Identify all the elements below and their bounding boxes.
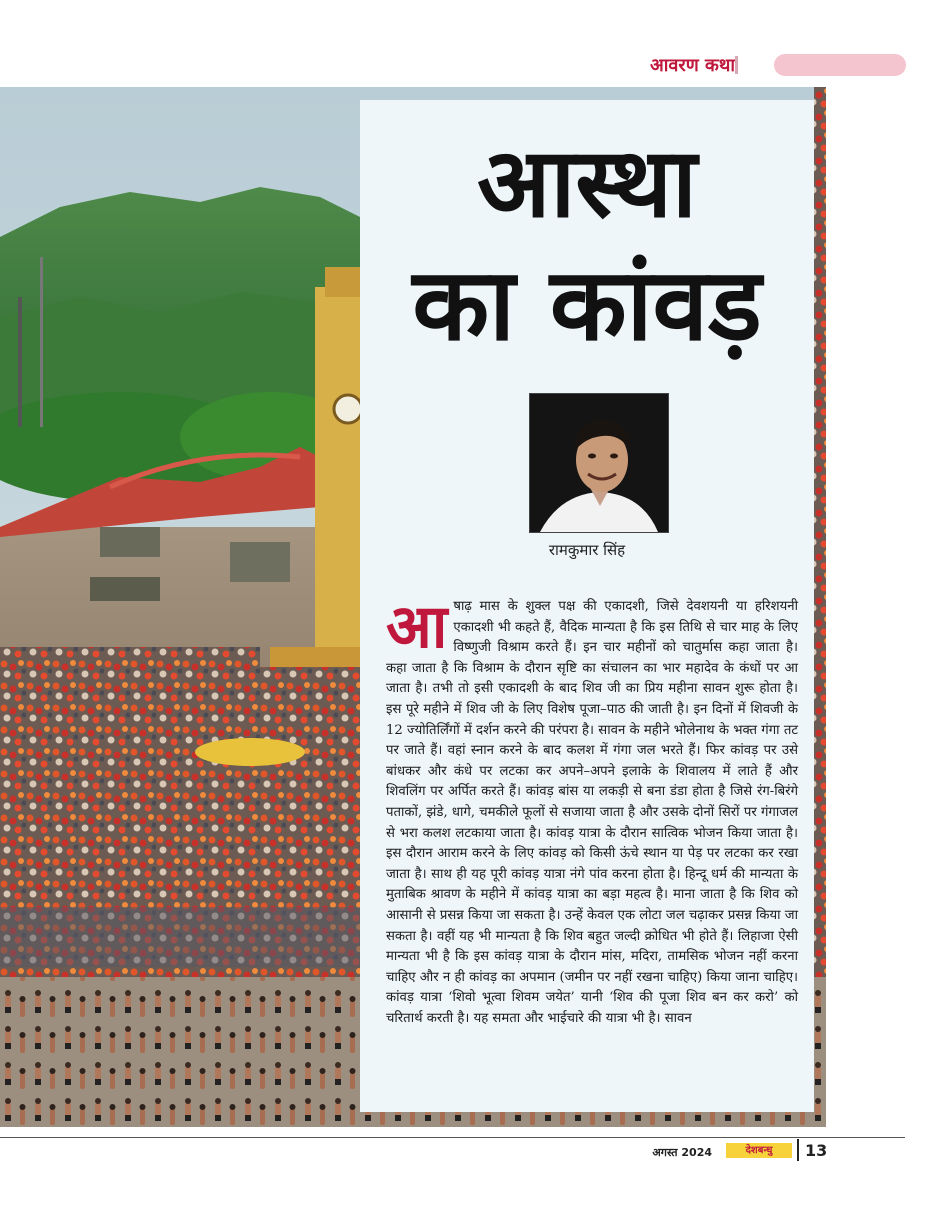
author-photo: [529, 393, 669, 533]
author-name: रामकुमार सिंह: [548, 541, 626, 559]
footer-divider: [797, 1139, 799, 1161]
footer-date: अगस्त 2024: [652, 1146, 712, 1159]
article-body: [386, 592, 798, 1029]
section-divider: [735, 56, 738, 74]
drop-cap: आ: [386, 592, 448, 662]
section-pill-decoration: [774, 54, 906, 76]
article-body-text: षाढ़ मास के शुक्ल पक्ष की एकादशी, जिसे देवशयनी या हरिशयनी एकादशी भी कहते हैं, वैदिक मान्यता है कि इस तिथि से चार माह के लिए विष्णुजी विश्राम करते हैं। इन चार महीनों को चातुर्मास कहा जाता है। कहा जाता है कि विश्राम के दौरान सृष्टि का संचालन का भार महादेव के कंधों पर आ जाता है। तभी तो इसी एकादशी के बाद शिव जी का प्रिय महीना सावन शुरू होता है। इस पूरे महीने में शिव जी के लिए विशेष पूजा–पाठ की जाती है। इन दिनों में शिवजी के 12 ज्योतिर्लिंगों में दर्शन करने की परंपरा है। सावन के महीने भोलेनाथ के भक्त गंगा तट पर जाते हैं। वहां स्नान करने के बाद कलश में गंगा जल भरते हैं। फिर कांवड़ पर उसे बांधकर और कंधे पर लटका कर अपने–अपने इलाके के शिवालय में लाते हैं और शिवलिंग पर अर्पित करते हैं। कांवड़ बांस या लकड़ी से बना डंडा होता है जिसे रंग-बिरंगे पताकों, झंडे, धागे, चमकीले फूलों से सजाया जाता है और उसके दोनों सिरों पर गंगाजल से भरा कलश लटकाया जाता है। कांवड़ यात्रा के दौरान सात्विक भोजन किया जाता है। इस दौरान आराम करने के लिए कांवड़ को किसी ऊंचे स्थान या पेड़ पर लटका कर रखा जाता है। साथ ही यह पूरी कांवड़ यात्रा नंगे पांव करना होता है। हिन्दू धर्म की मान्यता के मुताबिक श्रावण के महीने में कांवड़ यात्रा का बड़ा महत्व है। माना जाता है कि शिव को आसानी से प्रसन्न किया जा सकता है। उन्हें केवल एक लोटा जल चढ़ाकर प्रसन्न किया जा सकता है। वहीं यह भी मान्यता है कि शिव बहुत जल्दी क्रोधित भी होते हैं। लिहाजा ऐसी मान्यता भी है कि इस कांवड़ यात्रा के दौरान मांस, मदिरा, तामसिक भोजन नहीं करना चाहिए और न ही कांवड़ का अपमान (जमीन पर नहीं रखना चाहिए) किया जाना चाहिए। कांवड़ यात्रा ‘शिवो भूत्वा शिवम जयेत’ यानी ‘शिव की पूजा शिव बन कर करो’ को चरितार्थ करती है। यह समता और भाईचारे की यात्रा भी है। सावन: [386, 599, 798, 1026]
section-label: आवरण कथा: [649, 55, 735, 76]
headline-line-2: का कांवड़: [412, 246, 762, 363]
headline-line-1: आस्था: [477, 127, 697, 239]
page-number: 13: [805, 1141, 828, 1160]
footer-rule: [0, 1137, 905, 1138]
article-panel: [360, 100, 814, 1112]
footer-brand-logo: देशबन्धु: [726, 1143, 792, 1158]
